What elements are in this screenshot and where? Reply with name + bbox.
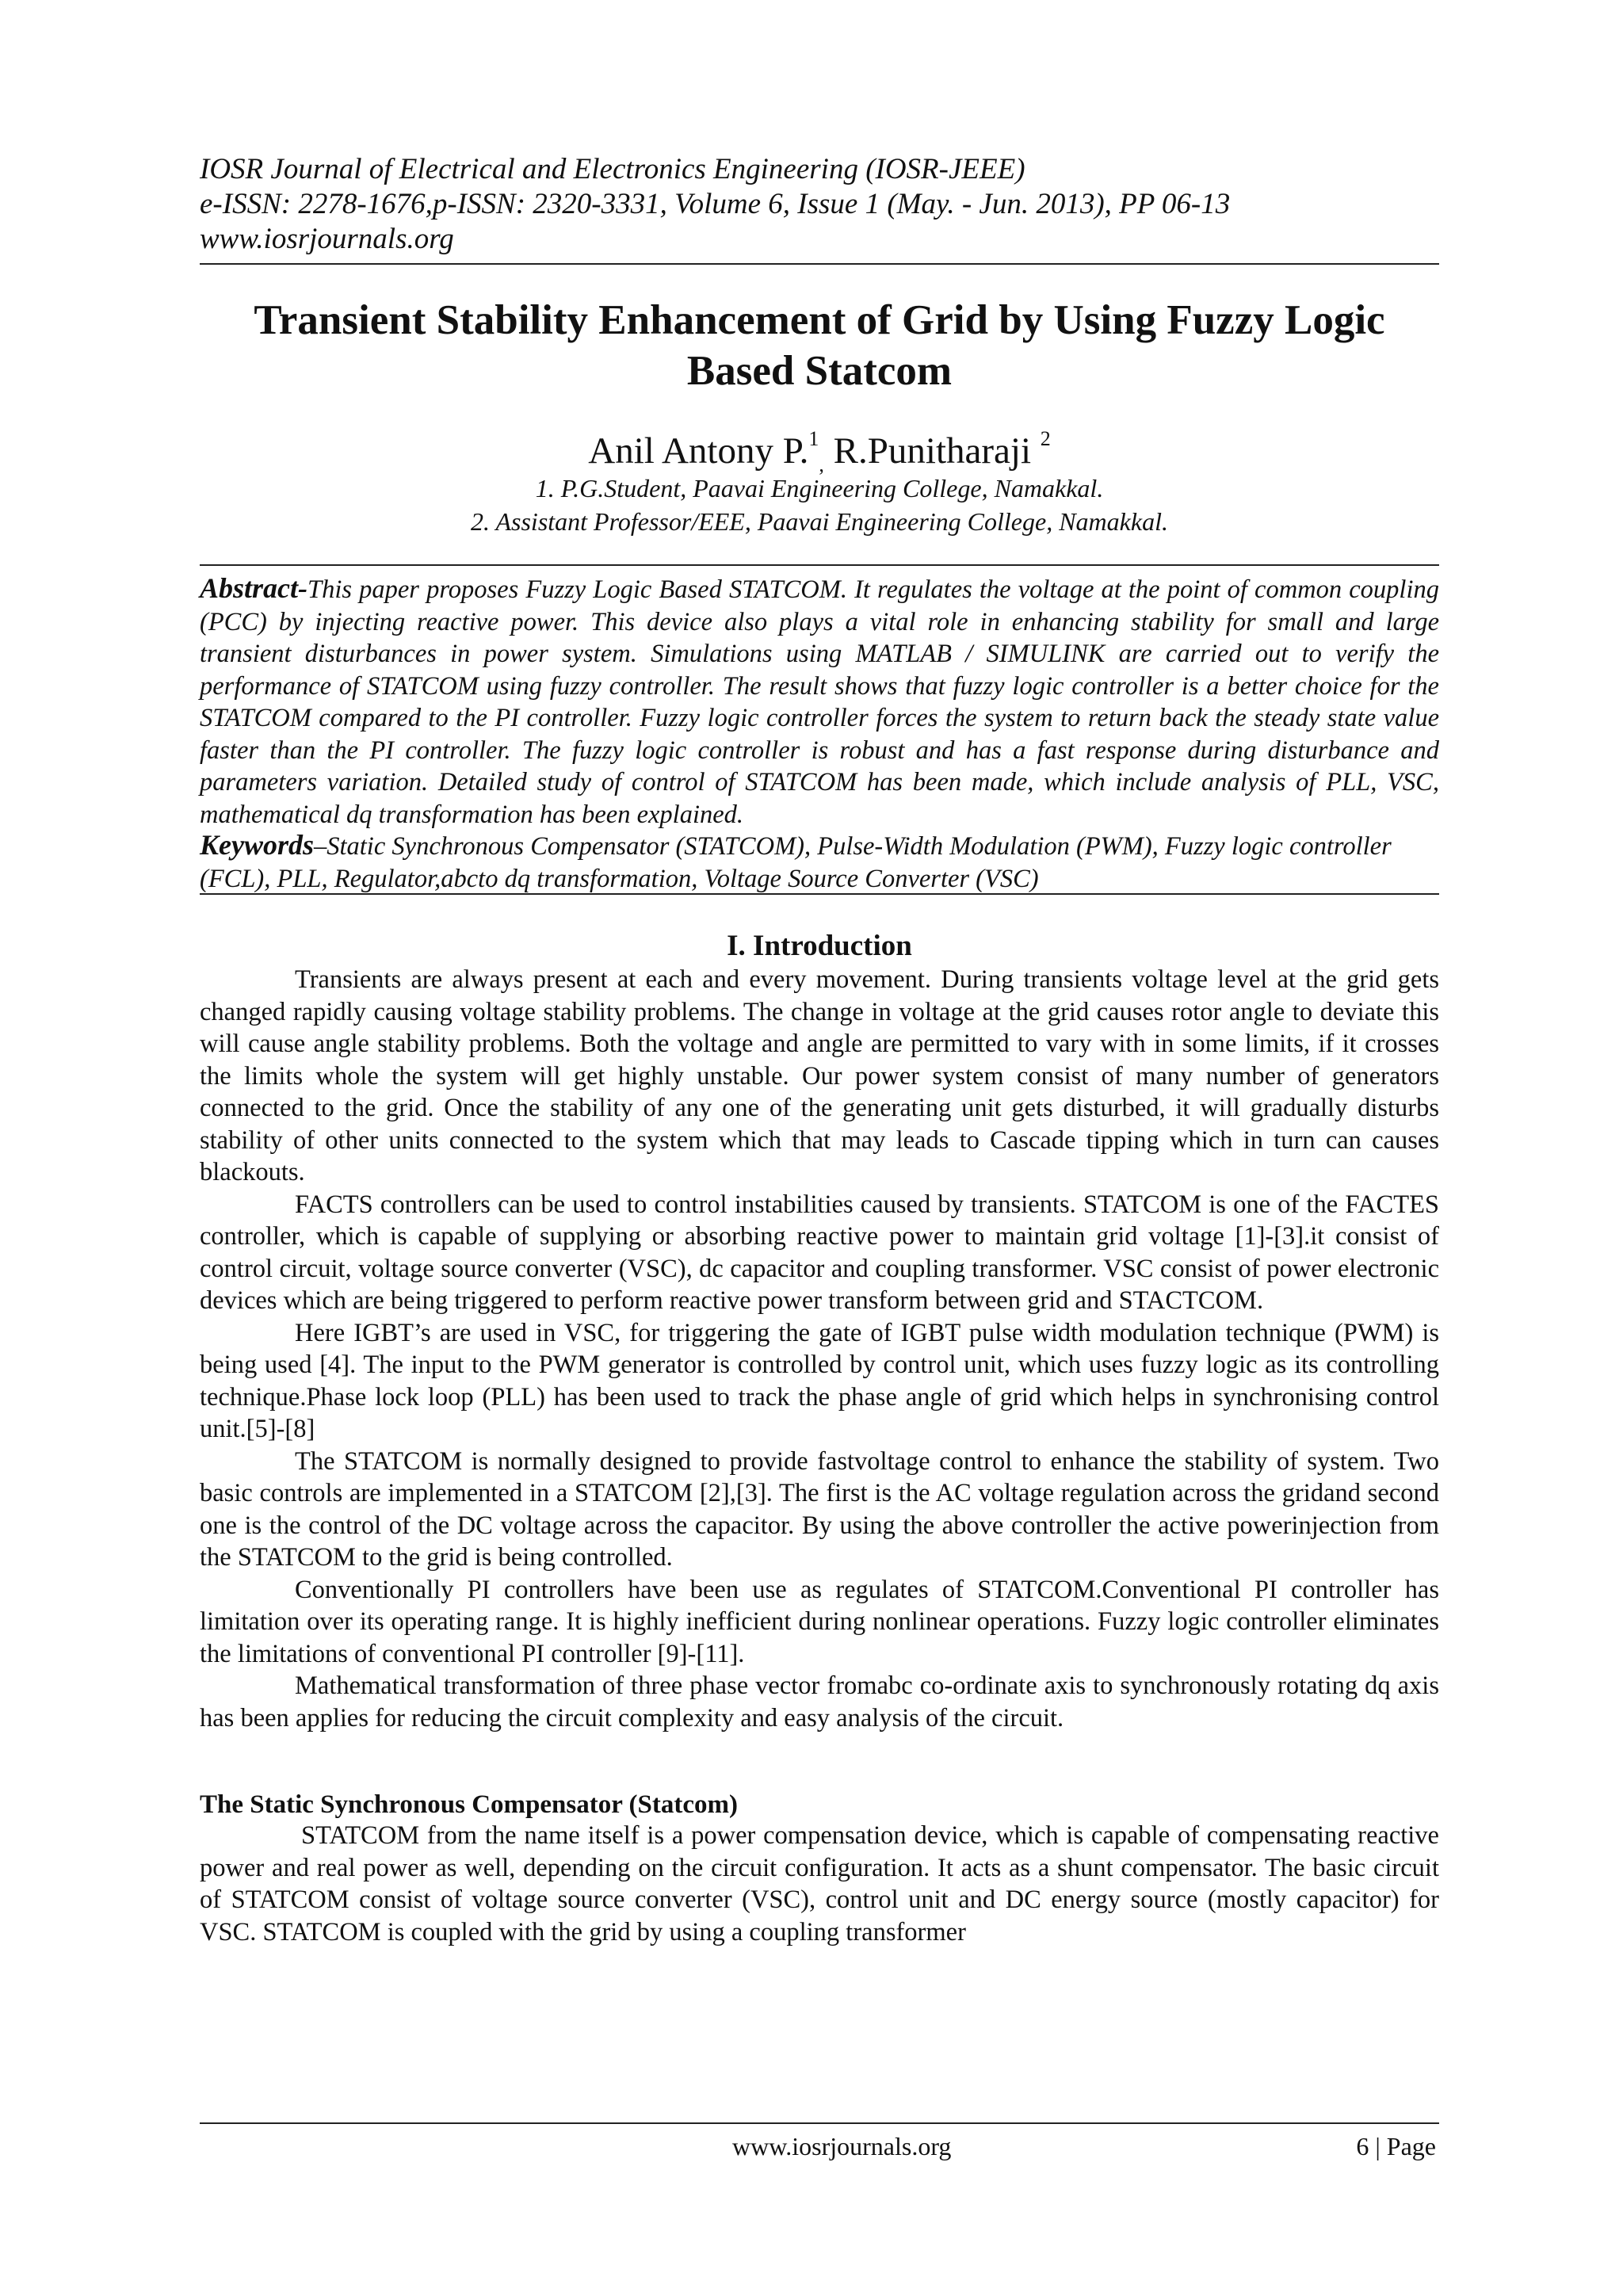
author-1-marker: 1 [808, 427, 819, 450]
paragraph: Here IGBT’s are used in VSC, for triggering the gate of IGBT pulse width modulation technique (PWM) is being used [4]. The input to the PWM generator is controlled by control unit, which uses fuzzy logic as its controlling technique.Phase lock loop (PLL) has been used to track the phase angle of grid which helps in synchronising control unit.[5]-[8] [200, 1318, 1439, 1443]
keywords [200, 829, 1439, 895]
statcom-body [200, 1820, 1439, 1948]
author-1: Anil Antony P. [588, 430, 809, 472]
journal-issn: e-ISSN: 2278-1676,p-ISSN: 2320-3331, Volume 6, Issue 1 (May. - Jun. 2013), PP 06-13 [200, 188, 1231, 220]
keywords-text: –Static Synchronous Compensator (STATCOM), Pulse-Width Modulation (PWM), Fuzzy logic controller (FCL), PLL, Regulator,abcto dq transformation, Voltage Source Converter (VSC) [200, 832, 1392, 893]
paragraph: STATCOM from the name itself is a power compensation device, which is capable of compensating reactive power and real power as well, depending on the circuit configuration. It acts as a shunt compensator. The basic circuit of STATCOM consist of voltage source converter (VSC), control unit and DC energy source (mostly capacitor) for VSC. STATCOM is coupled with the grid by using a coupling transformer [200, 1821, 1439, 1946]
section-heading-introduction: I. Introduction [727, 930, 912, 962]
affiliation-2: 2. Assistant Professor/EEE, Paavai Engineering College, Namakkal. [471, 507, 1168, 536]
abstract-label: Abstract- [200, 572, 308, 604]
journal-header [200, 152, 1436, 257]
introduction-body [200, 964, 1439, 1734]
abstract-bottom-divider [200, 893, 1439, 895]
author-2: R.Punitharaji [823, 430, 1041, 472]
abstract-top-divider [200, 564, 1439, 566]
page-number: 6 | Page [1356, 2132, 1436, 2160]
paragraph: Mathematical transformation of three phase vector fromabc co-ordinate axis to synchronously rotating dq axis has been applies for reducing the circuit complexity and easy analysis of the circuit. [200, 1671, 1439, 1733]
footer-divider [200, 2122, 1439, 2124]
author-2-marker: 2 [1040, 427, 1051, 450]
author-separator: , [819, 453, 824, 476]
paragraph: Transients are always present at each and every movement. During transients voltage level at the grid gets changed rapidly causing voltage stability problems. The change in voltage at the grid causes rotor angle to deviate this will cause angle stability problems. Both the voltage and angle are permitted to vary with in some limits, if it crosses the limits whole the system will get highly unstable. Our power system consist of many number of generators connected to the grid. Once the stability of any one of the generating unit gets disturbed, it will gradually disturbs stability of other units connected to the system which that may leads to Cascade tipping which in turn can causes blackouts. [200, 965, 1439, 1186]
affiliation-1: 1. P.G.Student, Paavai Engineering College, Namakkal. [535, 474, 1104, 502]
keywords-label: Keywords [200, 829, 314, 861]
paper-title [200, 295, 1439, 396]
footer-website: www.iosrjournals.org [732, 2132, 952, 2160]
paragraph: Conventionally PI controllers have been use as regulates of STATCOM.Conventional PI controller has limitation over its operating range. It is highly inefficient during nonlinear operations. Fuzzy logic controller eliminates the limitations of conventional PI controller [9]-[11]. [200, 1575, 1439, 1668]
section-heading-statcom: The Static Synchronous Compensator (Statcom) [200, 1790, 738, 1819]
title-line-1: Transient Stability Enhancement of Grid by Using Fuzzy Logic [254, 297, 1385, 343]
abstract [200, 572, 1439, 831]
paragraph: The STATCOM is normally designed to provide fastvoltage control to enhance the stability of system. Two basic controls are implemented in a STATCOM [2],[3]. The first is the AC voltage regulation across the gridand second one is the control of the DC voltage across the capacitor. By using the above controller the active powerinjection from the STATCOM to the grid is being controlled. [200, 1446, 1439, 1572]
header-divider [200, 263, 1439, 265]
title-line-2: Based Statcom [686, 348, 953, 394]
paragraph: FACTS controllers can be used to control instabilities caused by transients. STATCOM is one of the FACTES controller, which is capable of supplying or absorbing reactive power to maintain grid voltage [1]-[3].it consist of control circuit, voltage source converter (VSC), dc capacitor and coupling transformer. VSC consist of power electronic devices which are being triggered to perform reactive power transform between grid and STACTCOM. [200, 1190, 1439, 1315]
journal-website: www.iosrjournals.org [200, 223, 454, 255]
abstract-text: This paper proposes Fuzzy Logic Based STATCOM. It regulates the voltage at the point of common coupling (PCC) by injecting reactive power. This device also plays a vital role in enhancing stability for small and large transient disturbances in power system. Simulations using MATLAB / SIMULINK are carried out to verify the performance of STATCOM using fuzzy controller. The result shows that fuzzy logic controller is a better choice for the STATCOM compared to the PI controller. Fuzzy logic controller forces the system to return back the steady state value faster than the PI controller. The fuzzy logic controller is robust and has a fast response during disturbance and parameters variation. Detailed study of control of STATCOM has been made, which include analysis of PLL, VSC, mathematical dq transformation has been explained. [200, 575, 1439, 829]
journal-name: IOSR Journal of Electrical and Electronics Engineering (IOSR-JEEE) [200, 153, 1025, 185]
